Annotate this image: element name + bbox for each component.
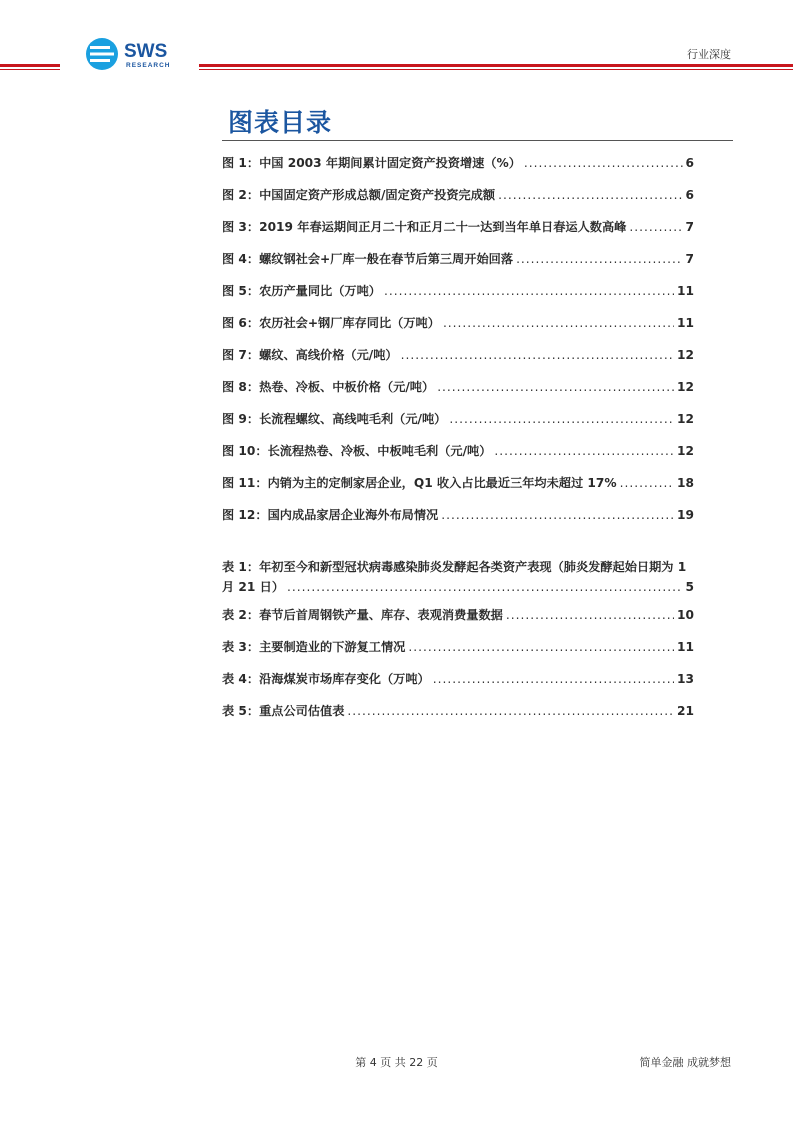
toc-leader-dots — [498, 185, 682, 205]
toc-leader-dots — [408, 637, 674, 657]
logo-text: SWS — [124, 41, 168, 62]
toc-page-number: 11 — [677, 284, 694, 298]
table-list — [222, 557, 694, 733]
toc-leader-dots — [449, 409, 674, 429]
toc-label: 图 6：农历社会+钢厂库存同比（万吨） — [222, 316, 440, 330]
toc-label: 表 4：沿海煤炭市场库存变化（万吨） — [222, 672, 430, 686]
toc-label: 图 9：长流程螺纹、高线吨毛利（元/吨） — [222, 412, 447, 426]
toc-page-number: 12 — [677, 412, 694, 426]
toc-page-number: 18 — [677, 476, 694, 490]
toc-page-number: 13 — [677, 672, 694, 686]
toc-leader-dots — [629, 217, 682, 237]
toc-label: 图 8：热卷、冷板、中板价格（元/吨） — [222, 380, 435, 394]
header-rule-left-thin — [0, 69, 60, 70]
figures-entry[interactable] — [222, 185, 694, 217]
toc-leader-dots — [441, 505, 674, 525]
figures-entry[interactable] — [222, 473, 694, 505]
toc-page-number: 12 — [677, 444, 694, 458]
toc-page-number: 6 — [685, 156, 694, 170]
toc-label: 图 10：长流程热卷、冷板、中板吨毛利（元/吨） — [222, 444, 492, 458]
toc-leader-dots — [524, 153, 683, 173]
toc-page-number: 11 — [677, 316, 694, 330]
toc-page-number: 12 — [677, 380, 694, 394]
toc-leader-dots — [516, 249, 682, 269]
toc-page-number: 7 — [685, 220, 694, 234]
toc-label: 表 5：重点公司估值表 — [222, 704, 345, 718]
tables-entry[interactable] — [222, 701, 694, 733]
sws-logo — [84, 36, 194, 72]
figure-list — [222, 153, 694, 537]
toc-label: 图 2：中国固定资产形成总额/固定资产投资完成额 — [222, 188, 496, 202]
figures-entry[interactable] — [222, 409, 694, 441]
toc-leader-dots — [620, 473, 674, 493]
logo-subtext: RESEARCH — [126, 62, 171, 69]
report-type: 行业深度 — [687, 48, 731, 61]
toc-label: 月 21 日） — [222, 580, 285, 594]
figures-entry[interactable] — [222, 505, 694, 537]
toc-label: 图 7：螺纹、高线价格（元/吨） — [222, 348, 398, 362]
tables-entry[interactable] — [222, 669, 694, 701]
toc-leader-dots — [347, 701, 674, 721]
toc-page-number: 19 — [677, 508, 694, 522]
tables-entry[interactable] — [222, 557, 694, 605]
tables-entry[interactable] — [222, 605, 694, 637]
toc-label: 图 12：国内成品家居企业海外布局情况 — [222, 508, 439, 522]
toc-leader-dots — [287, 577, 683, 597]
toc-leader-dots — [506, 605, 674, 625]
figures-entry[interactable] — [222, 377, 694, 409]
toc-label: 图 11：内销为主的定制家居企业，Q1 收入占比最近三年均未超过 17% — [222, 476, 617, 490]
toc-page-number: 21 — [677, 704, 694, 718]
toc-page-number: 12 — [677, 348, 694, 362]
page-title: 图表目录 — [228, 108, 333, 137]
page-number: 第 4 页 共 22 页 — [355, 1056, 438, 1069]
toc-leader-dots — [433, 669, 674, 689]
toc-leader-dots — [437, 377, 674, 397]
toc-page-number: 11 — [677, 640, 694, 654]
figures-entry[interactable] — [222, 249, 694, 281]
title-divider — [222, 140, 733, 141]
header-rule-right-thin — [199, 69, 793, 70]
toc-label: 图 3：2019 年春运期间正月二十和正月二十一达到当年单日春运人数高峰 — [222, 220, 627, 234]
header-rule-right — [199, 64, 793, 67]
toc-leader-dots — [384, 281, 674, 301]
toc-label: 表 3：主要制造业的下游复工情况 — [222, 640, 406, 654]
toc-leader-dots — [401, 345, 674, 365]
figures-entry[interactable] — [222, 217, 694, 249]
toc-page-number: 10 — [677, 608, 694, 622]
tables-entry[interactable] — [222, 637, 694, 669]
figures-entry[interactable] — [222, 313, 694, 345]
toc-label: 图 4：螺纹钢社会+厂库一般在春节后第三周开始回落 — [222, 252, 514, 266]
toc-page-number: 6 — [685, 188, 694, 202]
toc-page-number: 5 — [685, 580, 694, 594]
toc-page-number: 7 — [685, 252, 694, 266]
toc-label: 表 2：春节后首周钢铁产量、库存、表观消费量数据 — [222, 608, 503, 622]
figures-entry[interactable] — [222, 281, 694, 313]
toc-label: 图 1：中国 2003 年期间累计固定资产投资增速（%） — [222, 156, 521, 170]
figures-entry[interactable] — [222, 345, 694, 377]
toc-label: 图 5：农历产量同比（万吨） — [222, 284, 381, 298]
footer-slogan: 简单金融 成就梦想 — [639, 1056, 731, 1069]
toc-label: 表 1：年初至今和新型冠状病毒感染肺炎发酵起各类资产表现（肺炎发酵起始日期为 1 — [222, 560, 687, 574]
figures-entry[interactable] — [222, 441, 694, 473]
toc-leader-dots — [494, 441, 674, 461]
figures-entry[interactable] — [222, 153, 694, 185]
header-rule-left — [0, 64, 60, 67]
toc-leader-dots — [443, 313, 674, 333]
